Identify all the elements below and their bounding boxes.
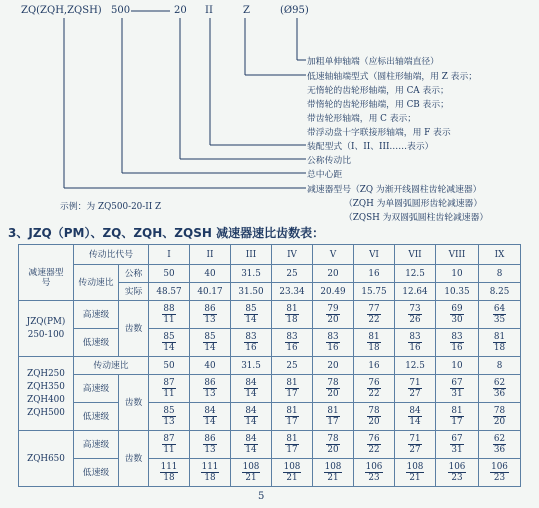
zqh650-low-denominator: 21 <box>245 473 257 483</box>
jzq-high-cell-3 <box>231 301 272 329</box>
jzq-high-fraction <box>203 304 216 325</box>
jzq-high-fraction <box>326 304 339 325</box>
zqh-high-label: 高速级 <box>74 375 119 403</box>
zqh-high-denominator: 13 <box>204 389 216 399</box>
zqh-low-numerator: 84 <box>245 406 257 416</box>
zqh-high-cell-7 <box>395 375 436 403</box>
zqh650-high-numerator: 81 <box>286 434 298 444</box>
zqh-high-cell-2 <box>190 375 231 403</box>
jzq-low-fraction <box>408 332 421 353</box>
actual-7: 12.64 <box>395 283 436 301</box>
jzq-high-fraction <box>244 304 257 325</box>
zqh-high-cell-9 <box>479 375 521 403</box>
zqh-low-cell-4 <box>272 403 313 431</box>
zqh650-high-fraction <box>450 434 463 455</box>
zqh650-high-cell-3 <box>231 431 272 459</box>
zqh-low-fraction <box>367 406 380 427</box>
jzq-high-cell-4 <box>272 301 313 329</box>
zqh-high-denominator: 20 <box>327 389 339 399</box>
zqh650-low-denominator: 23 <box>493 473 506 483</box>
zqh650-high-denominator: 20 <box>327 445 339 455</box>
jzq-high-denominator: 13 <box>204 315 216 325</box>
zqh-low-cell-2 <box>190 403 231 431</box>
jzq-low-numerator: 81 <box>493 332 506 342</box>
zqh650-low-cell-2 <box>190 459 231 487</box>
zqh-high-denominator: 14 <box>245 389 257 399</box>
zqh650-low-cell-4 <box>272 459 313 487</box>
header-code: 传动比代号 <box>74 245 149 265</box>
zqh650-high-denominator: 13 <box>204 445 216 455</box>
jzq-low-denominator: 16 <box>451 343 463 353</box>
explanation-line-9: 总中心距 <box>307 170 343 180</box>
zqh650-low-fraction <box>160 462 179 483</box>
zqh-low-numerator: 84 <box>204 406 216 416</box>
zqh650-high-fraction <box>326 434 339 455</box>
zqh-high-numerator: 84 <box>245 378 257 388</box>
zqh-high-fraction <box>450 378 463 399</box>
model-jzq: JZQ(PM) 250-100 <box>19 301 74 357</box>
zqh650-teeth-label: 齿数 <box>119 431 149 487</box>
zqh-low-fraction <box>493 406 506 427</box>
explanation-line-7: 装配型式（I、II、III……表示） <box>307 142 434 152</box>
code-part-center-distance: 500 <box>111 5 131 16</box>
model-zqh650: ZQH650 <box>19 431 74 487</box>
explanation-line-8: 公称传动比 <box>307 156 351 166</box>
zqh-low-denominator: 13 <box>163 417 175 427</box>
zqh-high-fraction <box>244 378 257 399</box>
explanation-zqsh: （ZQSH 为双圆弧圆柱齿轮减速器） <box>344 213 489 223</box>
jzq-high-cell-2 <box>190 301 231 329</box>
jzq-low-numerator: 83 <box>245 332 257 342</box>
jzq-low-cell-9 <box>479 329 521 357</box>
zqh-high-numerator: 67 <box>451 378 463 388</box>
jzq-high-cell-6 <box>354 301 395 329</box>
zqh-high-denominator: 36 <box>493 389 506 399</box>
zqh650-low-denominator: 23 <box>451 473 463 483</box>
nominal-2: 40 <box>190 265 231 283</box>
nominal-9: 8 <box>479 265 521 283</box>
zqh-low-numerator: 85 <box>163 406 175 416</box>
nominal-8: 10 <box>436 265 479 283</box>
zqh-high-denominator: 27 <box>409 389 421 399</box>
zqh650-high-cell-6 <box>354 431 395 459</box>
zqh-low-denominator: 20 <box>368 417 380 427</box>
zqh-high-denominator: 22 <box>368 389 380 399</box>
zqh650-high-denominator: 27 <box>409 445 421 455</box>
zqh-high-numerator: 87 <box>163 378 175 388</box>
jzq-low-denominator: 16 <box>286 343 298 353</box>
explanation-line-10: 减速器型号（ZQ 为渐开线圆柱齿轮减速器） <box>307 185 482 195</box>
actual-3: 31.50 <box>231 283 272 301</box>
zqh650-high-fraction <box>162 434 175 455</box>
code-part-shaft-end: Z <box>243 5 250 16</box>
jzq-low-numerator: 81 <box>368 332 380 342</box>
zqh650-high-denominator: 36 <box>493 445 506 455</box>
explanation-zqh: （ZQH 为单圆弧圆形齿轮减速器） <box>344 199 483 209</box>
jzq-high-fraction <box>450 304 463 325</box>
jzq-low-label: 低速级 <box>74 329 119 357</box>
zqh650-low-fraction <box>201 462 220 483</box>
jzq-high-denominator: 26 <box>409 315 421 325</box>
jzq-high-cell-7 <box>395 301 436 329</box>
zqh-low-denominator: 20 <box>493 417 506 427</box>
jzq-low-cell-8 <box>436 329 479 357</box>
jzq-high-denominator: 22 <box>368 315 380 325</box>
jzq-high-fraction <box>367 304 380 325</box>
zqh650-low-numerator: 108 <box>242 462 260 472</box>
zqh-low-cell-9 <box>479 403 521 431</box>
roman-6: VI <box>354 245 395 265</box>
zqh-high-numerator: 62 <box>493 378 506 388</box>
jzq-low-denominator: 16 <box>327 343 339 353</box>
zqh-low-numerator: 84 <box>409 406 421 416</box>
zqh-high-cell-5 <box>313 375 354 403</box>
jzq-high-numerator: 86 <box>204 304 216 314</box>
jzq-low-denominator: 16 <box>245 343 257 353</box>
jzq-high-numerator: 79 <box>327 304 339 314</box>
jzq-high-numerator: 85 <box>245 304 257 314</box>
actual-4: 23.34 <box>272 283 313 301</box>
zqh650-low-numerator: 108 <box>283 462 301 472</box>
header-actual: 实际 <box>119 283 149 301</box>
zqh-high-cell-8 <box>436 375 479 403</box>
jzq-low-denominator: 14 <box>163 343 175 353</box>
jzq-high-fraction <box>285 304 298 325</box>
zqh650-low-numerator: 106 <box>491 462 508 472</box>
jzq-high-cell-1 <box>149 301 190 329</box>
zqh650-low-denominator: 21 <box>409 473 421 483</box>
code-part-ratio: 20 <box>174 5 187 16</box>
jzq-high-numerator: 88 <box>163 304 175 314</box>
zqh-nominal-6: 16 <box>354 357 395 375</box>
zqh-low-cell-7 <box>395 403 436 431</box>
zqh-low-cell-6 <box>354 403 395 431</box>
code-part-assembly: II <box>205 5 213 16</box>
zqh-low-denominator: 17 <box>327 417 339 427</box>
zqh-high-numerator: 76 <box>368 378 380 388</box>
roman-1: I <box>149 245 190 265</box>
zqh650-high-denominator: 14 <box>245 445 257 455</box>
zqh-low-cell-1 <box>149 403 190 431</box>
nominal-7: 12.5 <box>395 265 436 283</box>
zqh-high-fraction <box>408 378 421 399</box>
zqh650-low-cell-6 <box>354 459 395 487</box>
zqh650-high-cell-7 <box>395 431 436 459</box>
jzq-high-fraction <box>408 304 421 325</box>
zqh650-low-cell-3 <box>231 459 272 487</box>
zqh650-low-fraction <box>365 462 384 483</box>
jzq-high-numerator: 81 <box>286 304 298 314</box>
zqh-high-cell-6 <box>354 375 395 403</box>
jzq-high-numerator: 64 <box>493 304 506 314</box>
explanation-line-6: 带浮动盘十字联接形轴端，用 F 表示 <box>307 128 451 138</box>
zqh650-low-numerator: 108 <box>406 462 424 472</box>
jzq-high-denominator: 14 <box>245 315 257 325</box>
jzq-high-cell-5 <box>313 301 354 329</box>
zqh650-low-numerator: 111 <box>201 462 219 472</box>
zqh650-low-numerator: 108 <box>324 462 342 472</box>
nominal-5: 20 <box>313 265 354 283</box>
zqh650-low-cell-5 <box>313 459 354 487</box>
zqh-low-numerator: 81 <box>286 406 298 416</box>
jzq-high-cell-8 <box>436 301 479 329</box>
explanation-line-3: 无惰轮的齿轮形轴端，用 CA 表示； <box>307 86 449 96</box>
actual-5: 20.49 <box>313 283 354 301</box>
zqh650-high-numerator: 62 <box>493 434 506 444</box>
roman-8: VIII <box>436 245 479 265</box>
zqh-low-fraction <box>450 406 463 427</box>
jzq-low-numerator: 85 <box>163 332 175 342</box>
jzq-high-numerator: 73 <box>409 304 421 314</box>
jzq-low-fraction <box>162 332 175 353</box>
jzq-high-cell-9 <box>479 301 521 329</box>
explanation-line-2: 低速轴轴端型式（圆柱形轴端，用 Z 表示； <box>307 72 478 82</box>
zqh650-high-denominator: 31 <box>451 445 463 455</box>
explanation-line-5: 带齿轮形轴端，用 C 表示； <box>307 114 417 124</box>
zqh-ratio-label: 传动速比 <box>74 357 149 375</box>
zqh650-high-denominator: 11 <box>163 445 175 455</box>
roman-7: VII <box>395 245 436 265</box>
header-nominal: 公称 <box>119 265 149 283</box>
zqh650-high-numerator: 71 <box>409 434 421 444</box>
zqh-high-denominator: 17 <box>286 389 298 399</box>
zqh650-low-cell-7 <box>395 459 436 487</box>
page-number: 5 <box>258 491 265 502</box>
jzq-low-denominator: 18 <box>368 343 380 353</box>
zqh650-low-cell-8 <box>436 459 479 487</box>
zqh650-high-cell-5 <box>313 431 354 459</box>
zqh-low-cell-8 <box>436 403 479 431</box>
actual-9: 8.25 <box>479 283 521 301</box>
jzq-teeth-label: 齿数 <box>119 301 149 357</box>
jzq-low-denominator: 18 <box>493 343 506 353</box>
jzq-low-cell-5 <box>313 329 354 357</box>
zqh-high-cell-4 <box>272 375 313 403</box>
jzq-low-numerator: 83 <box>409 332 421 342</box>
zqh-nominal-7: 12.5 <box>395 357 436 375</box>
zqh-high-fraction <box>326 378 339 399</box>
zqh650-low-denominator: 23 <box>368 473 380 483</box>
zqh650-high-cell-1 <box>149 431 190 459</box>
zqh-low-numerator: 81 <box>327 406 339 416</box>
zqh-low-denominator: 14 <box>409 417 421 427</box>
actual-8: 10.35 <box>436 283 479 301</box>
zqh-nominal-1: 50 <box>149 357 190 375</box>
zqh650-low-denominator: 21 <box>327 473 339 483</box>
section-title: 3、JZQ（PM）、ZQ、ZQH、ZQSH 减速器速比齿数表： <box>8 226 325 240</box>
jzq-low-fraction <box>285 332 298 353</box>
zqh650-low-fraction <box>406 462 425 483</box>
jzq-high-denominator: 30 <box>451 315 463 325</box>
zqh650-high-denominator: 17 <box>286 445 298 455</box>
jzq-high-numerator: 69 <box>451 304 463 314</box>
zqh650-low-label: 低速级 <box>74 459 119 487</box>
zqh-low-denominator: 14 <box>204 417 216 427</box>
header-model <box>19 245 74 301</box>
zqh650-high-fraction <box>244 434 257 455</box>
jzq-low-cell-2 <box>190 329 231 357</box>
zqh650-low-numerator: 106 <box>365 462 383 472</box>
roman-4: IV <box>272 245 313 265</box>
zqh-nominal-4: 25 <box>272 357 313 375</box>
nominal-6: 16 <box>354 265 395 283</box>
jzq-low-cell-4 <box>272 329 313 357</box>
zqh-nominal-8: 10 <box>436 357 479 375</box>
zqh650-high-numerator: 76 <box>368 434 380 444</box>
zqh650-high-cell-9 <box>479 431 521 459</box>
zqh-high-fraction <box>203 378 216 399</box>
zqh650-high-numerator: 87 <box>163 434 175 444</box>
jzq-high-denominator: 20 <box>327 315 339 325</box>
jzq-low-fraction <box>367 332 380 353</box>
zqh-low-numerator: 78 <box>493 406 506 416</box>
speed-ratio-table <box>18 244 521 487</box>
zqh-low-denominator: 17 <box>286 417 298 427</box>
jzq-high-denominator: 11 <box>163 315 175 325</box>
jzq-low-denominator: 16 <box>409 343 421 353</box>
jzq-low-cell-3 <box>231 329 272 357</box>
zqh-low-denominator: 17 <box>451 417 463 427</box>
zqh-high-numerator: 81 <box>286 378 298 388</box>
jzq-low-fraction <box>203 332 216 353</box>
actual-2: 40.17 <box>190 283 231 301</box>
zqh-teeth-label: 齿数 <box>119 375 149 431</box>
zqh650-high-cell-8 <box>436 431 479 459</box>
zqh650-high-numerator: 78 <box>327 434 339 444</box>
zqh-low-fraction <box>408 406 421 427</box>
zqh-high-denominator: 11 <box>163 389 175 399</box>
roman-5: V <box>313 245 354 265</box>
jzq-low-fraction <box>326 332 339 353</box>
jzq-high-label: 高速级 <box>74 301 119 329</box>
zqh650-high-fraction <box>493 434 506 455</box>
zqh650-low-fraction <box>324 462 343 483</box>
jzq-low-numerator: 83 <box>451 332 463 342</box>
nominal-1: 50 <box>149 265 190 283</box>
zqh-low-fraction <box>285 406 298 427</box>
zqh650-high-numerator: 67 <box>451 434 463 444</box>
model-zqh: ZQH250 ZQH350 ZQH400 ZQH500 <box>19 357 74 431</box>
zqh-high-fraction <box>162 378 175 399</box>
zqh650-low-fraction <box>490 462 509 483</box>
zqh-low-fraction <box>162 406 175 427</box>
explanation-line-1: 加粗单伸轴端（应标出轴端直径） <box>307 57 439 67</box>
jzq-low-fraction <box>493 332 506 353</box>
zqh650-high-cell-2 <box>190 431 231 459</box>
zqh-low-fraction <box>326 406 339 427</box>
zqh-nominal-2: 40 <box>190 357 231 375</box>
jzq-low-numerator: 85 <box>204 332 216 342</box>
jzq-high-denominator: 18 <box>286 315 298 325</box>
roman-3: III <box>231 245 272 265</box>
zqh650-high-fraction <box>203 434 216 455</box>
code-part-diameter: (Ø95) <box>280 5 309 16</box>
roman-9: IX <box>479 245 521 265</box>
zqh-high-fraction <box>285 378 298 399</box>
zqh650-low-cell-1 <box>149 459 190 487</box>
explanation-line-4: 带惰轮的齿轮形轴端，用 CB 表示； <box>307 100 449 110</box>
actual-1: 48.57 <box>149 283 190 301</box>
header-ratio: 传动速比 <box>74 265 119 301</box>
jzq-low-numerator: 83 <box>327 332 339 342</box>
nominal-4: 25 <box>272 265 313 283</box>
zqh-high-fraction <box>493 378 506 399</box>
code-part-model: ZQ(ZQH,ZQSH) <box>21 5 102 16</box>
zqh650-high-numerator: 86 <box>204 434 216 444</box>
zqh650-low-numerator: 106 <box>448 462 466 472</box>
zqh-nominal-9: 8 <box>479 357 521 375</box>
zqh650-high-fraction <box>367 434 380 455</box>
header-model-label: 减速器型号 <box>28 267 64 288</box>
zqh-low-numerator: 81 <box>451 406 463 416</box>
zqh650-low-cell-9 <box>479 459 521 487</box>
jzq-high-denominator: 35 <box>493 315 506 325</box>
zqh650-high-denominator: 22 <box>368 445 380 455</box>
roman-2: II <box>190 245 231 265</box>
zqh-low-cell-3 <box>231 403 272 431</box>
zqh-high-cell-3 <box>231 375 272 403</box>
jzq-low-cell-7 <box>395 329 436 357</box>
jzq-low-fraction <box>244 332 257 353</box>
zqh650-low-fraction <box>448 462 467 483</box>
example-text: 示例：为 ZQ500-20-II Z <box>60 202 162 212</box>
zqh-low-fraction <box>244 406 257 427</box>
jzq-low-numerator: 83 <box>286 332 298 342</box>
zqh-low-fraction <box>203 406 216 427</box>
nominal-3: 31.5 <box>231 265 272 283</box>
jzq-high-fraction <box>162 304 175 325</box>
zqh650-low-fraction <box>283 462 302 483</box>
zqh650-high-label: 高速级 <box>74 431 119 459</box>
zqh-nominal-3: 31.5 <box>231 357 272 375</box>
zqh-low-denominator: 14 <box>245 417 257 427</box>
zqh650-low-numerator: 111 <box>160 462 178 472</box>
zqh-high-numerator: 86 <box>204 378 216 388</box>
jzq-low-cell-6 <box>354 329 395 357</box>
jzq-high-numerator: 77 <box>368 304 380 314</box>
zqh650-high-cell-4 <box>272 431 313 459</box>
zqh-high-denominator: 31 <box>451 389 463 399</box>
jzq-low-fraction <box>450 332 463 353</box>
zqh-high-numerator: 78 <box>327 378 339 388</box>
zqh-low-numerator: 78 <box>368 406 380 416</box>
zqh-low-cell-5 <box>313 403 354 431</box>
zqh650-low-denominator: 21 <box>286 473 298 483</box>
zqh-nominal-5: 20 <box>313 357 354 375</box>
jzq-low-cell-1 <box>149 329 190 357</box>
zqh650-low-fraction <box>242 462 261 483</box>
jzq-low-denominator: 14 <box>204 343 216 353</box>
zqh650-low-denominator: 18 <box>163 473 175 483</box>
zqh-high-fraction <box>367 378 380 399</box>
zqh-low-label: 低速级 <box>74 403 119 431</box>
jzq-high-fraction <box>493 304 506 325</box>
zqh-high-numerator: 71 <box>409 378 421 388</box>
zqh650-low-denominator: 18 <box>204 473 216 483</box>
zqh650-high-fraction <box>285 434 298 455</box>
zqh650-high-numerator: 84 <box>245 434 257 444</box>
zqh-high-cell-1 <box>149 375 190 403</box>
zqh650-high-fraction <box>408 434 421 455</box>
actual-6: 15.75 <box>354 283 395 301</box>
